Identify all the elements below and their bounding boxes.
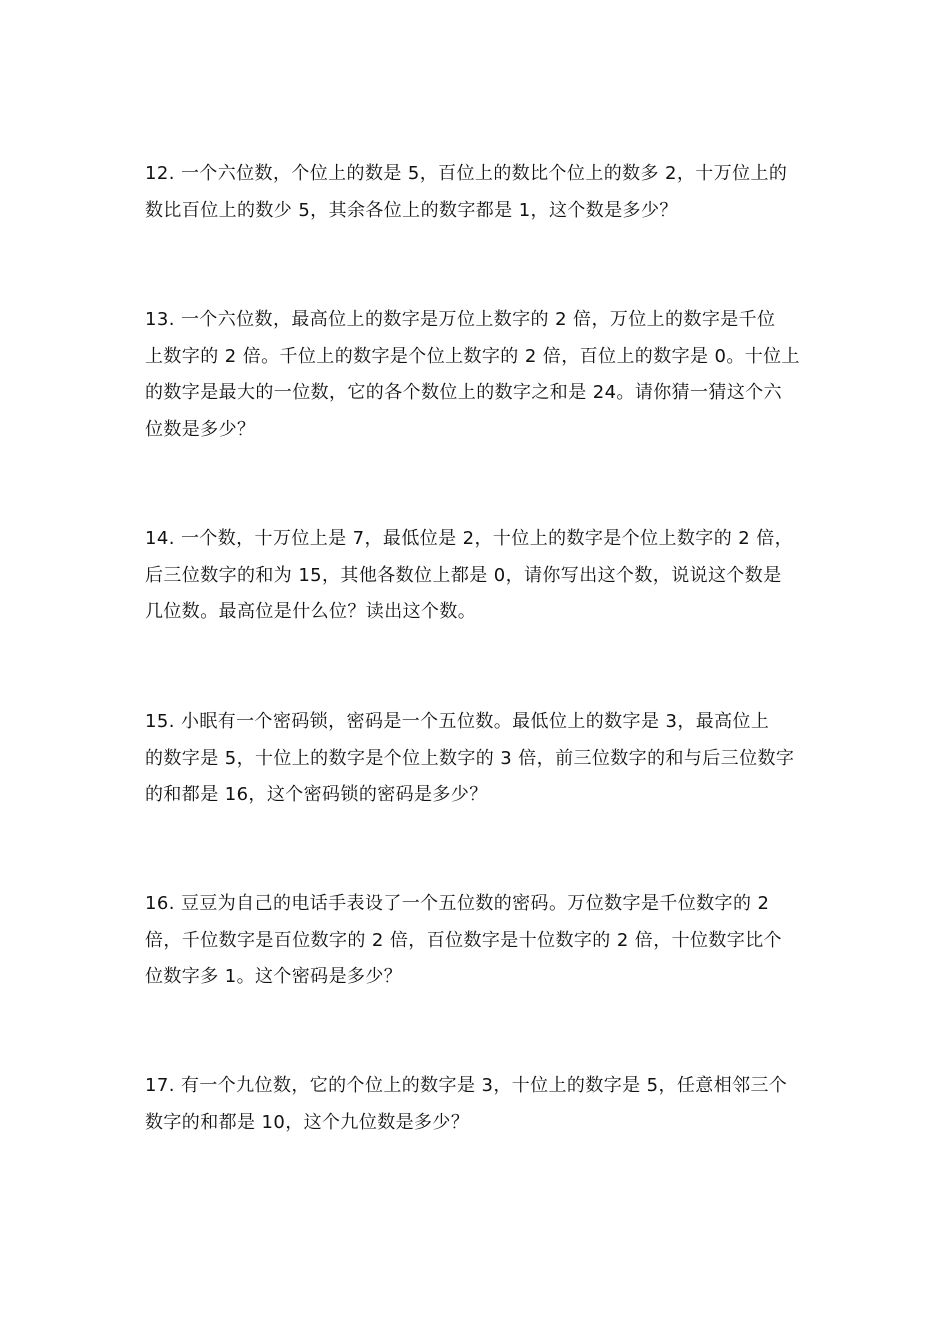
question-number: 16. xyxy=(145,893,175,914)
question-number: 15. xyxy=(145,711,175,732)
question-17 xyxy=(145,1068,815,1141)
question-text: 小眠有一个密码锁，密码是一个五位数。最低位上的数字是 3，最高位上 的数字是 5，十位上的数字是个位上数字的 3 倍，前三位数字的和与后三位数字 的和都是 16，这个密码锁的密码是多少？ xyxy=(145,711,795,805)
question-text: 一个数，十万位上是 7，最低位是 2，十位上的数字是个位上数字的 2 倍， 后三位数字的和为 15，其他各数位上都是 0，请你写出这个数，说说这个数是 几位数。最高位是什么位？读出这个数。 xyxy=(145,528,793,622)
question-text: 一个六位数，个位上的数是 5，百位上的数比个位上的数多 2，十万位上的 数比百位上的数少 5，其余各位上的数字都是 1，这个数是多少？ xyxy=(145,163,788,221)
question-text: 豆豆为自己的电话手表设了一个五位数的密码。万位数字是千位数字的 2 倍，千位数字是百位数字的 2 倍，百位数字是十位数字的 2 倍，十位数字比个 位数字多 1。这个密码是多少？ xyxy=(145,893,782,987)
question-16 xyxy=(145,886,815,996)
question-13 xyxy=(145,302,815,448)
question-text: 有一个九位数，它的个位上的数字是 3，十位上的数字是 5，任意相邻三个 数字的和都是 10，这个九位数是多少？ xyxy=(145,1075,788,1133)
question-number: 13. xyxy=(145,309,175,330)
question-14 xyxy=(145,521,815,631)
question-number: 14. xyxy=(145,528,175,549)
question-15 xyxy=(145,704,815,814)
question-number: 17. xyxy=(145,1075,175,1096)
question-text: 一个六位数，最高位上的数字是万位上数字的 2 倍，万位上的数字是千位 上数字的 2 倍。千位上的数字是个位上数字的 2 倍，百位上的数字是 0。十位上 的数字是最大的一位数，它的各个数位上的数字之和是 24。请你猜一猜这个六 位数是多少？ xyxy=(145,309,800,440)
question-number: 12. xyxy=(145,163,175,184)
question-12 xyxy=(145,156,815,229)
